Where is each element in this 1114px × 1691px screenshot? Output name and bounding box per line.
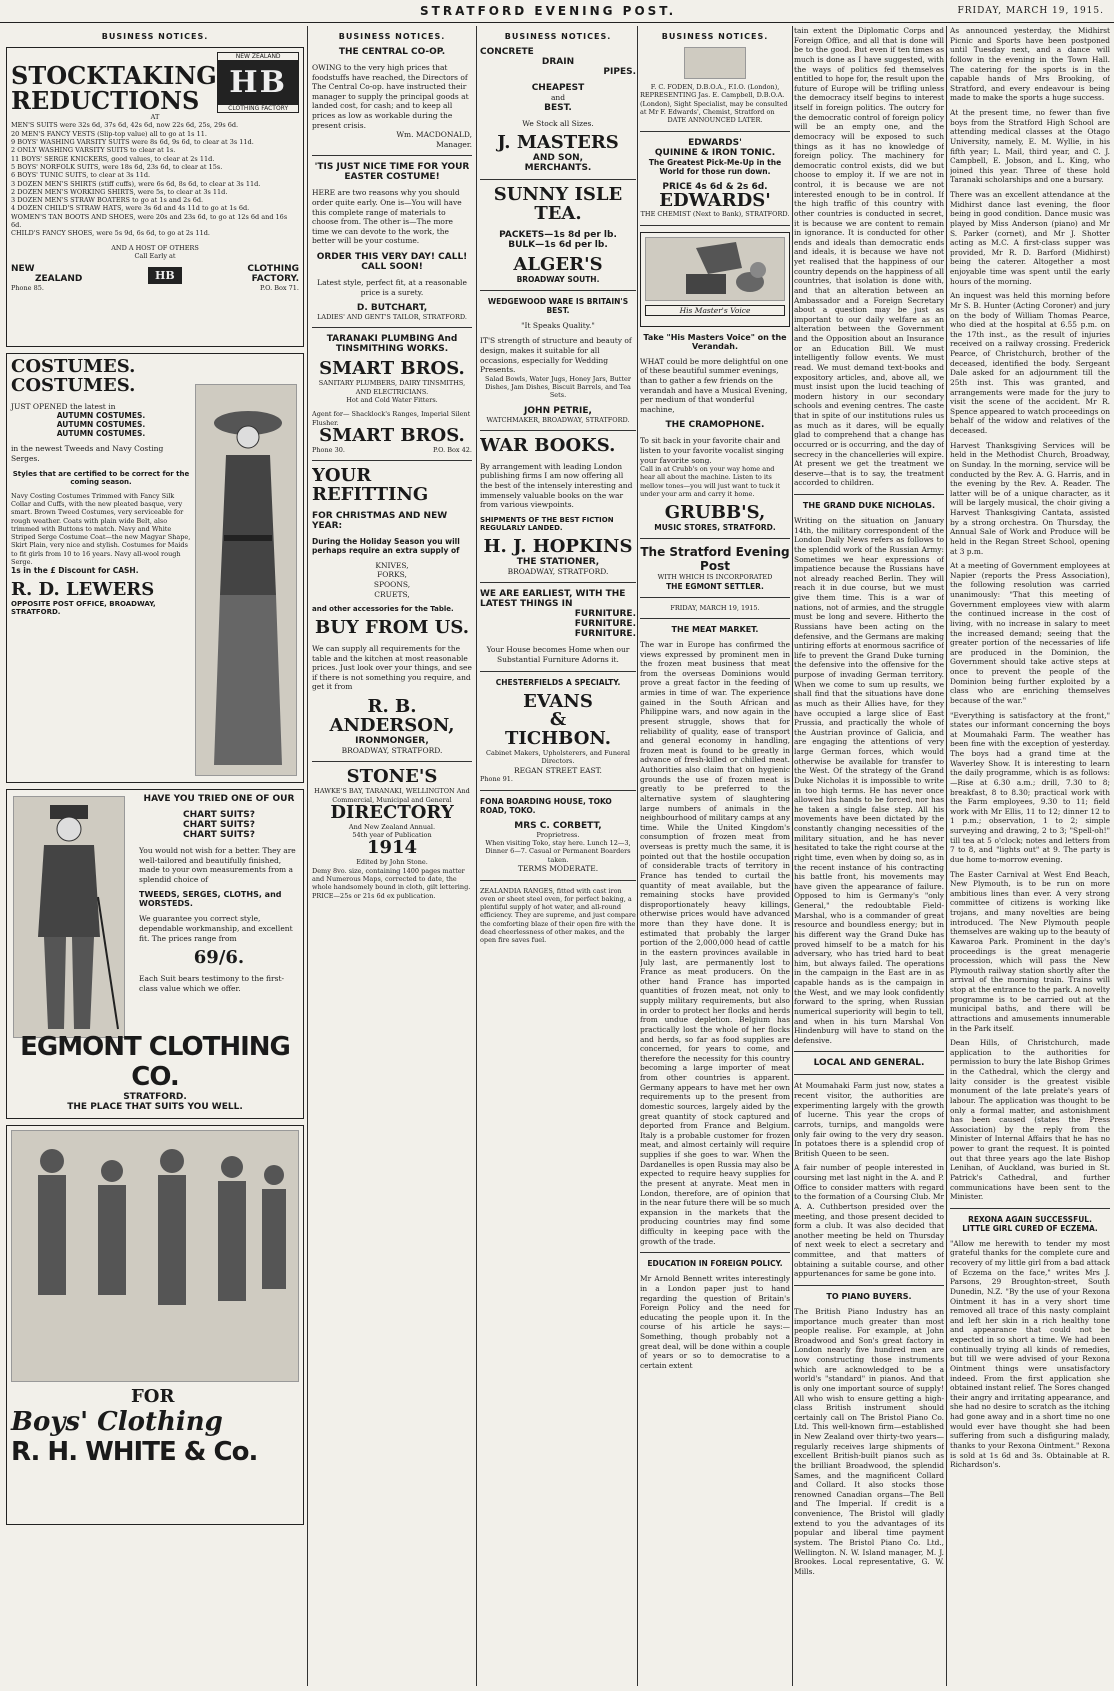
- chart-suits-ad: HAVE YOU TRIED ONE OF OUR CHART SUITS? CHART SUITS? CHART SUITS? You would not wish for a better. They are well-tailored and beautifully finished, made to your own measurements from a splendid choice of TWEEDS, SERGES, CLOTHS, and WORSTEDS. We guarantee you correct style, dependable workmanship, and excellent fit. The prices range from 69/6. Each Suit bears testimony to the first-class value which we offer. EGMONT CLOTHING CO. STRATFORD. THE PLACE THAT SUITS YOU WELL.: [6, 789, 304, 1119]
- costumes-ad: COSTUMES. COSTUMES. JUST OPENED the latest in AUTUMN COSTUMES. AUTUMN COSTUMES. AUTUMN COSTUMES. in the newest Tweeds and Navy Costing Serges. Styles that are certified to be correct for the coming season. Navy Costing Costumes Trimmed with Fancy Silk Collar and Cuffs, with the new pleated basque, very smart. Brown Tweed Costumes, very serviceable for rough weather. Coats with plain wide Belt, also trimmed with Buttons to match. Navy and White Striped Serge Costume Coat—the new Magyar Shape, Skirt Plain, very nice and stylish. Costumes for Maids to fit girls from 10 to 16 years. Navy all-wool rough Serge. 1s in the £ Discount for CASH. R. D. LEWERS OPPOSITE POST OFFICE, BROADWAY, STRATFORD.: [6, 353, 304, 783]
- column-1: [6, 28, 304, 1686]
- stock-item: MEN'S SUITS were 32s 6d, 37s 6d, 42s 6d, now 22s 6d, 25s, 29s 6d.: [11, 121, 239, 130]
- column-2: BUSINESS NOTICES. THE CENTRAL CO-OP. OWING to the very high prices that foodstuffs have reached, the Directors of The Central Co-op. have instructed their manager to supply the principal goods at landed cost, for cash; and to keep all prices as low as workable during the present crisis. Wm. MACDONALD, Manager. 'TIS JUST NICE TIME FOR YOUR EASTER COSTUME! HERE are two reasons why you should order quite early. One is—You will have this complete range of materials to choose from. The other is—The more time we can devote to the work, the better will be your costume. ORDER THIS VERY DAY! CALL! CALL SOON! Latest style, perfect fit, at a reasonable price is a surety. D. BUTCHART, LADIES' AND GENT'S TAILOR, STRATFORD. TARANAKI PLUMBING And TINSMITHING WORKS. SMART BROS. SANITARY PLUMBERS, DAIRY TINSMITHS, AND ELECTRICIANS. Hot and Cold Water Fitters. Agent for— Shacklock's Ranges, Imperial Silent Flusher. SMART BROS. Phone 30. P.O. Box 42. YOUR REFITTING FOR CHRISTMAS AND NEW YEAR: During the Holiday Season you will perhaps require an extra supply of KNIVES, FORKS, SPOONS, CRUETS, and other accessories for the Table. BUY FROM US. We can supply all requirements for the table and the kitchen at most reasonable prices. Just look over your things, and see if there is not something you require, and get it from R. B. ANDERSON, IRONMONGER, BROADWAY, STRATFORD. STONE'S HAWKE'S BAY, TARANAKI, WELLINGTON And Commercial, Municipal and General DIRECTORY And New Zealand Annual. 54th year of Publication 1914 Edited by John Stone. Demy 8vo. size, containing 1400 pages matter and Numerous Maps, corrected to date, the whole handsomely bound in cloth, gilt lettering. PRICE—25s or 21s 6d ex publication.: [312, 32, 472, 900]
- column-5: tain extent the Diplomatic Corps and Foreign Office, and all that is done will be to the good. But even if ten times as much is done as I have suggested, with the ways of politics fed themselves entitled to hope for, the result upon the future of Europe will be trifling unless the democracy itself begins to interest itself in foreign politics. The outcry for the democratic control of foreign policy will be an empty one, and the democracy will be exposed to such things as it has no knowledge of foreign policy. The machinery for democratic control exists, did we but choose to employ it. If we are not in control, it is because we are not interested enough to be in control. If the high traffic of this country with other countries is conducted in secret, it is because we are content to remain in ignorance. It is conducted for other ends and ideals than democratic ends and ideals, it is because we have not yet realised that the happiness of our country depends on the happiness of all countries, that isolation is done with, and that an alteration between an Ambassador and a Foreign Secretary about a question may be just as important to our daily welfare as an alteration between the Government and the Opposition about an Insurance or an Education Bill. We must intelligently follow events. We must read. We must demand text-books and expository articles, and, above all, we must insist upon the lucid teaching of modern history in our secondary schools and evening centres. The caste that in spite of our institutions rules us as much as it dares, will be equally glad to comprehend that a change has occurred or is occurring, and the day of secrecy in the chancelleries will expire. At present we get the treatment we deserve—that is to say, the treatment accorded to children. THE GRAND DUKE NICHOLAS. Writing on the situation on January 14th, the military correspondent of the London Daily News refers as follows to the splendid work of the Russian Army: Sometimes we hear expressions of impatience because the Russians have not already reached Berlin. They will reach it in due course, but we must give them time. This is a war of nations, not of armies, and the struggle must be long and severe. Hitherto the Russians have been acting on the defensive, and the Germans are making untiring efforts at enormous sacrifice of life to prevent the Grand Duke turning the defensive into the offensive for the purpose of invading German territory. When we come to sum up results, we shall find that the situations have done as much as their Allies have, for they have occupied a large slice of East Prussia, and practically the whole of the Austrian province of Galicia, and are engaging the attentions of very large German forces, which would otherwise be available for transfer to the West. Of the strategy of the Grand Duke Nicholas it is impossible to write in too high terms. He has never once allowed his hands to be forced, nor has he taken a single false step. All his movements have been dictated by the constantly changing necessities of the military situation, and he has never hesitated to take the right course at the right time, even when by doing so, as in the recent instance of his contracting his battle front, his movements may have given the appearance of failure. Opposed to him is Germany's "only General," the redoubtable Field-Marshal, who is a commander of great resource and boundless energy; but in his different way the Grand Duke has proved himself to be a match for his adversary, who has tried hard to beat him, but always failed. The operations in the campaign in the East are in as capable hands as is the campaign in the West, and we may look confidently forward to the spring, when Russian numerical superiority will begin to tell, and when in his turn Marshal Von Hindenburg will have to stand on the defensive. LOCAL AND GENERAL. At Moumahaki Farm just now, states a recent visitor, the authorities are experimenting largely with the growth of lucerne. This year the crops of carrots, turnips, and mangolds were only fair owing to the very dry season. In potatoes there is a splendid crop of British Queen to be seen. A fair number of people interested in coursing met last night in the A. and P. Office to consider matters with regard to the formation of a Coursing Club. Mr A. A. Cuthbertson presided over the meeting, and those present decided to form a club. It was also decided that another meeting be held on Thursday of next week to elect a secretary and committee, and that matters of obtaining a suitable course, and other appurtenances for same be gone into. TO PIANO BUYERS. The British Piano Industry has an importance much greater than most people realise. For example, at John Broadwood and Son's great factory in London nearly five hundred men are now constructing those instruments which are acknowledged to be a world's "standard" in pianos. And that is only one important source of supply! All who wish to ensure getting a high-class British instrument should certainly call on The Bristol Piano Co. Ltd. This well-known firm—established in New Zealand over thirty-two years—regularly receives large shipments of excellent British-built pianos such as the brilliant Broadwood, the splendid Sames, and the magnificent Collard and Collard. It also stocks those renowned Canadian organs—The Bell and The Imperial. If credit is a convenience, The Bristol will gladly extend to you the advantages of its popular and liberal time payment system. The Bristol Piano Co. Ltd., Wellington. N. W. Island manager, M. J. Brookes. Local representative, G. W. Mills.: [794, 26, 944, 1576]
- sunny-isle-tea-title: SUNNY ISLE TEA.: [493, 184, 623, 224]
- section-header: BUSINESS NOTICES.: [101, 32, 209, 41]
- stock-item: 6 BOYS' TUNIC SUITS, to clear at 3s 11d.: [11, 171, 151, 180]
- stock-item: 2 DOZEN MEN'S WORKING SHIRTS, were 5s, to clear at 3s 11d.: [11, 187, 228, 196]
- boys-group-illustration: [11, 1130, 299, 1382]
- issue-date: FRIDAY, MARCH 19, 1915.: [957, 6, 1104, 16]
- stock-item: 11 BOYS' SERGE KNICKERS, good values, to clear at 2s 11d.: [11, 154, 215, 163]
- egmont-clothing-name: EGMONT CLOTHING CO.: [20, 1032, 290, 1092]
- stock-item: 4 DOZEN CHILD'S STRAW HATS, were 3s 6d and 4s 11d to go at 1s 6d.: [11, 204, 250, 213]
- stock-item: CHILD'S FANCY SHOES, were 5s 9d, 6s 6d, to go at 2s 11d.: [11, 229, 210, 238]
- rh-white-name: R. H. WHITE & Co.: [11, 1436, 258, 1467]
- column-3: BUSINESS NOTICES. CONCRETE DRAIN PIPES. CHEAPEST and BEST. We Stock all Sizes. J. MASTERS AND SON, MERCHANTS. SUNNY ISLE TEA. PACKETS—1s 8d per lb. BULK—1s 6d per lb. ALGER'S BROADWAY SOUTH. WEDGEWOOD WARE IS BRITAIN'S BEST. "It Speaks Quality." IT'S strength of structure and beauty of design, makes it suitable for all occasions, especially for Wedding Presents. Salad Bowls, Water Jugs, Honey Jars, Butter Dishes, Jam Dishes, Biscuit Barrels, and Tea Sets. JOHN PETRIE, WATCHMAKER, BROADWAY, STRATFORD. WAR BOOKS. By arrangement with leading London publishing firms I am now offering all the best of the intensely interesting and immensely valuable books on the war from various viewpoints. SHIPMENTS OF THE BEST FICTION REGULARLY LANDED. H. J. HOPKINS THE STATIONER, BROADWAY, STRATFORD. WE ARE EARLIEST, WITH THE LATEST THINGS IN FURNITURE. FURNITURE. FURNITURE. Your House becomes Home when our Substantial Furniture Adorns it. CHESTERFIELDS A SPECIALTY. EVANS & TICHBON. Cabinet Makers, Upholsterers, and Funeral Directors. REGAN STREET EAST. Phone 91. FONA BOARDING HOUSE, TOKO ROAD, TOKO. MRS C. CORBETT, Proprietress. When visiting Toko, stay here. Lunch 12—3, Dinner 6—7. Casual or Permanent Boarders taken. TERMS MODERATE. ZEALANDIA RANGES, fitted with cast iron oven or sheet steel oven, for perfect baking, a plentiful supply of hot water, and all-round efficiency. They are supreme, and just compare the comforting blaze of their open fire with the dead cheerlessness of other makes, and the open fire saves fuel.: [480, 32, 636, 945]
- column-6: As announced yesterday, the Midhirst Picnic and Sports have been postponed until Tuesday next, and a dance will follow in the evening in the Town Hall. The catering for the sports is in the capable hands of Mrs Brooking, of Stratford, and every endeavour is being made to make the sports a huge success. At the present time, no fewer than five boys from the Stratford High School are attending medical classes at the Otago University, namely, E. M. Wyllie, in his fifth year; L. Mail, third year, and C. J. Campbell, E. Jobson, and L. King, who joined this year. Three of these hold Taranaki scholarships and one a bursary. There was an excellent attendance at the Midhirst dance last evening, the floor being in good condition. Dance music was played by Miss Anderson (piano) and Mr S. Parker (cornet), and Mr J. Shotter acting as M.C. A first-class supper was provided, Mr R. D. Barford (Midhirst) being the caterer. Altogether a most enjoyable time was spent until the early hours of the morning. An inquest was held this morning before Mr S. B. Hunter (Acting Coroner) and jury on the body of William Thomas Pearce, who died at the hospital at 6.55 p.m. on the 17th inst., as the result of injuries received on a railway crossing. Frederick Pearce, of Christchurch, brother of the deceased, identified the body. Sergeant Dale asked for an adjournment till the 25th inst. This was granted, and arrangements were made for the jury to visit the scene of the accident. Mr R. Spence appeared to watch proceedings on behalf of the widow and relatives of the deceased. Harvest Thanksgiving Services will be held in the Methodist Church, Broadway, on Sunday. In the morning, service will be conducted by the Rev. A. G. Harris, and in the evening by the Rev. A. Reader. The latter will be of a unique character, as it will be largely musical, the choir giving a Harvest Thanksgiving Cantata, assisted by a strong orchestra. On Thursday, the Annual Sale of Work and Produce will be held in the Regan Street School, opening at 3 p.m. At a meeting of Government employees at Napier (reports the Press Association), the following resolution was carried unanimously: "That this meeting of Government employees view with alarm the continued increase in the cost of living, with no increase in salary to meet the increased demand; seeing that the greater portion of the necessaries of life are produced in the Dominion, the Government should take active steps at once to prevent the people of the Dominion being further exploited by a class who are enriching themselves because of the war." "Everything is satisfactory at the front," states our informant concerning the boys at Moumahaki Farm. The weather has been fine with the exception of yesterday. The boys had a grand time at the Waverley Show. It is interesting to learn the daily programme, which is as follows:—Rise at 6.30 a.m.; drill, 7.30 to 8; breakfast, 8 to 8.30; practical work with the Farm employees, 9.30 to 11; field work with Mr Ellis, 11 to 12; dinner 12 to 1 p.m.; observation, 1 to 2; simple surveying and drawing, 2 to 3; "Spell-oh!" till tea at 5 o'clock; notes and letters from 7 to 8, and "lights out" at 9. The party is due home to-morrow evening. The Easter Carnival at West End Beach, New Plymouth, is to be run on more ambitious lines than ever. A very strong committee of citizens is working like trojans, and many novelties are being introduced. The New Plymouth people themselves are waking up to the beauty of Kawaroa Park. Prominent in the day's proceedings is the great menagerie procession, which will pass the New Plymouth railway station shortly after the arrival of the morning train. Trains will stop at the entrance to the park. A novelty programme is to be carried out at the municipal baths, and there will be attractions and amusements innumerable in the Park itself. Dean Hills, of Christchurch, made application to the authorities for permission to bury the late Bishop Grimes in the Cathedral, which the clergy and laity consider is the greatest visible monument of the late prelate's years of labour. The application was thought to be only a formal matter, and astonishment has been caused (states the Press Association) by the reply from the Minister of Internal Affairs that he has no power to grant the request. It is pointed out that three years ago the late Bishop Lenihan, of Auckland, was buried in St. Patrick's Cathedral, and further communications have been sent to the Minister. REXONA AGAIN SUCCESSFUL. LITTLE GIRL CURED OF ECZEMA. "Allow me herewith to tender my most grateful thanks for the complete cure and recovery of my little girl from a bad attack of Eczema on the face," writes Mrs J. Parsons, 29 Broughton-street, South Dunedin, N.Z. "By the use of your Rexona Ointment it has in a very short time removed all trace of this nasty complaint and left her skin in a rich healthy tone and appearance that could not be expected in so short a time. We had been continually trying all kinds of remedies, but till we were advised of your Rexona Ointment things were unsatisfactory indeed. From the first application she obtained instant relief. The Sores changed their angry and irritating appearance, and she had no desire to scratch as the itching had gone away and in a short time no one would ever have thought she had been suffering from such a disfiguring malady, thanks to your Rexona Ointment." Rexona is sold at 1s 6d and 3s. Obtainable at R. Richardson's.: [950, 26, 1110, 1470]
- man-suit-illustration: [13, 796, 125, 1038]
- hb-logo: NEW ZEALAND HB CLOTHING FACTORY: [217, 52, 299, 113]
- war-books-title: WAR BOOKS.: [480, 434, 616, 456]
- stock-item: 3 DOZEN MEN'S STRAW BOATERS to go at 1s and 2s 6d.: [11, 196, 204, 205]
- piano-buyers-heading: TO PIANO BUYERS.: [826, 1291, 912, 1301]
- edwards-name: EDWARDS': [659, 189, 771, 211]
- stock-item: WOMEN'S TAN BOOTS AND SHOES, were 20s and 23s 6d, to go at 12s 6d and 16s 6d.: [11, 212, 288, 230]
- dog-gramophone-illustration: [645, 237, 785, 301]
- smart-bros-name: SMART BROS.: [319, 358, 465, 380]
- refitting-title: YOUR REFITTING: [312, 465, 429, 505]
- rb-anderson-name: R. B. ANDERSON,: [329, 696, 455, 736]
- boys-clothing-ad: FOR Boys' Clothing R. H. WHITE & Co.: [6, 1125, 304, 1525]
- stock-item: 20 MEN'S FANCY VESTS (Slip-top value) all to go at 1s 11.: [11, 129, 207, 138]
- grubbs-name: GRUBB'S,: [664, 502, 766, 524]
- meat-market-heading: THE MEAT MARKET.: [671, 624, 759, 634]
- stock-item: 2 ONLY WASHING VARSITY SUITS to clear at 1s.: [11, 146, 176, 155]
- central-coop-title: THE CENTRAL CO-OP.: [338, 47, 446, 57]
- masters-name: J. MASTERS: [497, 132, 619, 154]
- gramophone-logo: His Master's Voice: [640, 232, 790, 327]
- stones-directory-title: STONE'S: [346, 766, 438, 788]
- grand-duke-heading: THE GRAND DUKE NICHOLAS.: [802, 501, 936, 510]
- hb-logo-mark: HB: [217, 61, 299, 104]
- local-general-heading: LOCAL AND GENERAL.: [813, 1058, 925, 1069]
- optician-portrait: [684, 47, 746, 79]
- woman-costume-illustration: [195, 384, 297, 776]
- stocktaking-title: STOCKTAKING REDUCTIONS: [11, 60, 217, 115]
- newspaper-title: STRATFORD EVENING POST.: [420, 4, 677, 18]
- suit-price: 69/6.: [193, 947, 245, 969]
- stock-item: 9 BOYS' WASHING VARSITY SUITS were 8s 6d, 9s 6d, to clear at 3s 11d.: [11, 137, 254, 146]
- rexona-heading: REXONA AGAIN SUCCESSFUL.: [968, 1214, 1092, 1224]
- stock-item: 5 BOYS' NORFOLK SUITS, were 18s 6d, 23s 6d, to clear at 15s.: [11, 162, 223, 171]
- grand-duke-article: Writing on the situation on January 14th, the military correspondent of the London Daily News refers as follows to the splendid work of the Russian Army: Sometimes we hear expressions of impatience because the Russians have not already reached Berlin. They will reach it in due course, but we must give them time. This is a war of nations, not of armies, and the struggle must be long and severe. Hitherto the Russians have been acting on the defensive, and the Germans are making untiring efforts at enormous sacrifice of life to prevent the Grand Duke turning the defensive into the offensive for the purpose of invading German territory. When we come to sum up results, we shall find that the situations have done as much as their Allies have, for they have occupied a large slice of East Prussia, and practically the whole of the Austrian province of Galicia, and are engaging the attentions of very large German forces, which would otherwise be available for transfer to the West. Of the strategy of the Grand Duke Nicholas it is impossible to write in too high terms. He has never once allowed his hands to be forced, nor has he taken a single false step. All his movements have been dictated by the constantly changing necessities of the military situation, and he has never hesitated to take the right course at the right time, even when by doing so, as in the recent instance of his contracting his battle front, his movements may have given the appearance of failure. Opposed to him is Germany's "only General," the redoubtable Field-Marshal, who is a commander of great resource and boundless energy; but in his different way the Grand Duke has proved himself to be a match for his adversary, who has tried hard to beat him, but always failed. The operations in the campaign in the East are in as capable hands as is the campaign in the West, and we may look confidently forward to the spring, when Russian numerical superiority will begin to tell, and when in his turn Marshal Von Hindenburg will have to stand on the defensive.: [794, 516, 944, 1045]
- masthead: [0, 0, 1114, 23]
- stocktaking-ad: STOCKTAKING REDUCTIONS NEW ZEALAND HB CLOTHING FACTORY AT MEN'S SUITS were 32s 6d, 37s 6d, 42s 6d, now 22s 6d, 25s, 29s 6d. 20 MEN'S FANCY VESTS (Slip-top value) all to go at 1s 11. 9 BOYS' WASHING VARSITY SUITS were 8s 6d, 9s 6d, to clear at 3s 11d. 2 ONLY WASHING VARSITY SUITS to clear at 1s. 11 BOYS' SERGE KNICKERS, good values, to clear at 2s 11d. 5 BOYS' NORFOLK SUITS, were 18s 6d, 23s 6d, to clear at 15s. 6 BOYS' TUNIC SUITS, to clear at 3s 11d. 3 DOZEN MEN'S SHIRTS (stiff cuffs), were 6s 6d, 8s 6d, to clear at 3s 11d. 2 DOZEN MEN'S WORKING SHIRTS, were 5s, to clear at 3s 11d. 3 DOZEN MEN'S STRAW BOATERS to go at 1s and 2s 6d. 4 DOZEN CHILD'S STRAW HATS, were 3s 6d and 4s 11d to go at 1s 6d. WOMEN'S TAN BOOTS AND SHOES, were 20s and 23s 6d, to go at 12s 6d and 16s 6d. CHILD'S FANCY SHOES, were 5s 9d, 6s 6d, to go at 2s 11d. AND A HOST OF OTHERS Call Early at NEW ZEALAND HB CLOTHING FACTORY. Phone 85. P.O. Box 71.: [6, 47, 304, 347]
- hb-logo-small: HB: [148, 267, 182, 284]
- hopkins-name: H. J. HOPKINS: [483, 535, 633, 557]
- foreign-policy-heading: EDUCATION IN FOREIGN POLICY.: [647, 1259, 783, 1269]
- meat-market-article: The war in Europe has confirmed the views expressed by prominent men in the frozen meat business that meat from the overseas Dominions would prove a great factor in the feeding of armies in time of war. The experience gained in the South African and Philippine wars, and now again in the present struggle, shows that for reliability of quality, ease of transport and general economy in handling, frozen meat is found to be greatly in advance of fresh-killed or chilled meat. Authorities also claim that on hygienic grounds the use of frozen meat is greatly to be preferred to the alternative system of slaughtering large numbers of animals in the neighbourhood of military camps at any time. While the United Kingdom's consumption of frozen meat from overseas is pretty much the same, it is pointed out that the hostile occupation of considerable tracts of territory in France has tended to curtail the quantity of meat available, but the remaining stocks have provided disproportionately heavy killings, otherwise prices would have advanced more than they have done. It is estimated that probably the larger portion of the 2,000,000 head of cattle in the eastern provinces available in July last, are permanently lost to France as meat producers. On the other hand France has imported quantities of frozen meat, not only to supply military requirements, but also in order to protect her flocks and herds from undue depletion. Belgium has practically lost the whole of her flocks and herds, so far as food supplies are concerned, for years to come, and therefore the necessity for this country becoming a large importer of meat from other countries is apparent. Germany appears to have met her own requirements up to the present from domestic sources, largely aided by the great quantity of stock captured and deported from France and Belgium. Italy is a probable customer for frozen meat, and almost certainly will require supplies if she goes to war. When the Dardanelles is open Russia may also be expected to require heavy supplies for the present at anyrate. Meat men in London, therefore, are of opinion that in the near future there will be so much expansion in the markets that the producing countries may find some difficulty in keeping pace with the growth of the trade.: [640, 639, 790, 1246]
- column-4: BUSINESS NOTICES. F. C. FODEN, D.B.O.A., F.I.O. (London), REPRESENTING Jas. E. Campbell, D.B.O.A. (London), Sight Specialist, may be consulted at Mr F. Edwards', Chemist, Stratford on DATE ANNOUNCED LATER. EDWARDS' QUININE & IRON TONIC. The Greatest Pick-Me-Up in the World for those run down. PRICE 4s 6d & 2s 6d. EDWARDS' THE CHEMIST (Next to Bank), STRATFORD. His Master's Voice Take "His Masters Voice" on the Verandah. WHAT could be more delightful on one of these beautiful summer evenings, than to gather a few friends on the verandah and have a Musical Evening, per medium of that wonderful machine, THE CRAMOPHONE. To sit back in your favorite chair and listen to your favorite vocalist singing your favorite song. Call in at Crubb's on your way home and hear all about the machine. Listen to its mellow tones—you will just want to tuck it under your arm and carry it home. GRUBB'S, MUSIC STORES, STRATFORD. The Stratford Evening Post WITH WHICH IS INCORPORATED THE EGMONT SETTLER. FRIDAY, MARCH 19, 1915. THE MEAT MARKET. The war in Europe has confirmed the views expressed by prominent men in the frozen meat business that meat from the overseas Dominions would prove a great factor in the feeding of armies in time of war. The experience gained in the South African and Philippine wars, and now again in the present struggle, shows that for reliability of quality, ease of transport and general economy in handling, frozen meat is found to be greatly in advance of fresh-killed or chilled meat. Authorities also claim that on hygienic grounds the use of frozen meat is greatly to be preferred to the alternative system of slaughtering large numbers of animals in the neighbourhood of military camps at any time. While the United Kingdom's consumption of frozen meat from overseas is pretty much the same, it is pointed out that the hostile occupation of considerable tracts of territory in France has tended to curtail the quantity of meat available, but the remaining stocks have provided disproportionately heavy killings, otherwise prices would have advanced more than they have done. It is estimated that probably the larger portion of the 2,000,000 head of cattle in the eastern provinces available in July last, are permanently lost to France as meat producers. On the other hand France has imported quantities of frozen meat, not only to supply military requirements, but also in order to protect her flocks and herds from undue depletion. Belgium has practically lost the whole of her flocks and herds, so far as food supplies are concerned, for years to come, and therefore the necessity for this country becoming a large importer of meat from other countries is apparent. Germany appears to have met her own requirements up to the present from domestic sources, largely aided by the great quantity of stock captured and deported from France and Belgium. Italy is a probable customer for frozen meat, and almost certainly will require supplies if she goes to war. When the Dardanelles is open Russia may also be expected to require heavy supplies for the present at anyrate. Meat men in London, therefore, are of opinion that in the near future there will be so much expansion in the markets that the producing countries may find some difficulty in keeping pace with the growth of the trade. EDUCATION IN FOREIGN POLICY. Mr Arnold Bennett writes interestingly in a London paper just to hand regarding the question of Britain's Foreign Policy and the need for educating the people upon it. In the course of his article he says:—Something, though probably not a great deal, will be done within a couple of years or so to democratise to a certain extent: [640, 32, 790, 1370]
- costumes-title: COSTUMES. COSTUMES.: [11, 356, 136, 396]
- paper-nameplate: The Stratford Evening Post: [640, 545, 790, 574]
- stock-item: 3 DOZEN MEN'S SHIRTS (stiff cuffs), were 6s 6d, 8s 6d, to clear at 3s 11d.: [11, 179, 261, 188]
- foreign-policy-continued: tain extent the Diplomatic Corps and Foreign Office, and all that is done will be to the good. But even if ten times as much is done as I have suggested, with the ways of politics fed themselves entitled to hope for, the result upon the future of Europe will be trifling unless the democracy itself begins to interest itself in foreign politics. The outcry for the democratic control of foreign policy will be an empty one, and the democracy will be exposed to such things as it has no knowledge of foreign policy. The machinery for democratic control exists, did we but choose to employ it. If we are not in control, it is because we are not interested enough to be in control. If the high traffic of this country with other countries is conducted in secret, it is because we are content to remain in ignorance. It is conducted for other ends and ideals than democratic ends and ideals, it is because we have not yet realised that the happiness of our country depends on the happiness of all countries, that isolation is done with, and that an alteration between an Ambassador and a Foreign Secretary about a question may be just as important to our daily welfare as an alteration between the Government and the Opposition about an Insurance or an Education Bill. We must intelligently follow events. We must read. We must demand text-books and expository articles, and, above all, we must insist upon the lucid teaching of modern history in our secondary schools and evening centres. The caste that in spite of our institutions rules us as much as it dares, will be equally glad to comprehend that a change has occurred or is occurring, and the day of secrecy in the chancelleries will expire. At present we get the treatment we deserve—that is to say, the treatment accorded to children.: [794, 26, 944, 488]
- lewers-name: R. D. LEWERS: [11, 579, 155, 601]
- boys-clothing-heading: Boys' Clothing: [11, 1406, 223, 1437]
- stock-items-list: [11, 121, 299, 237]
